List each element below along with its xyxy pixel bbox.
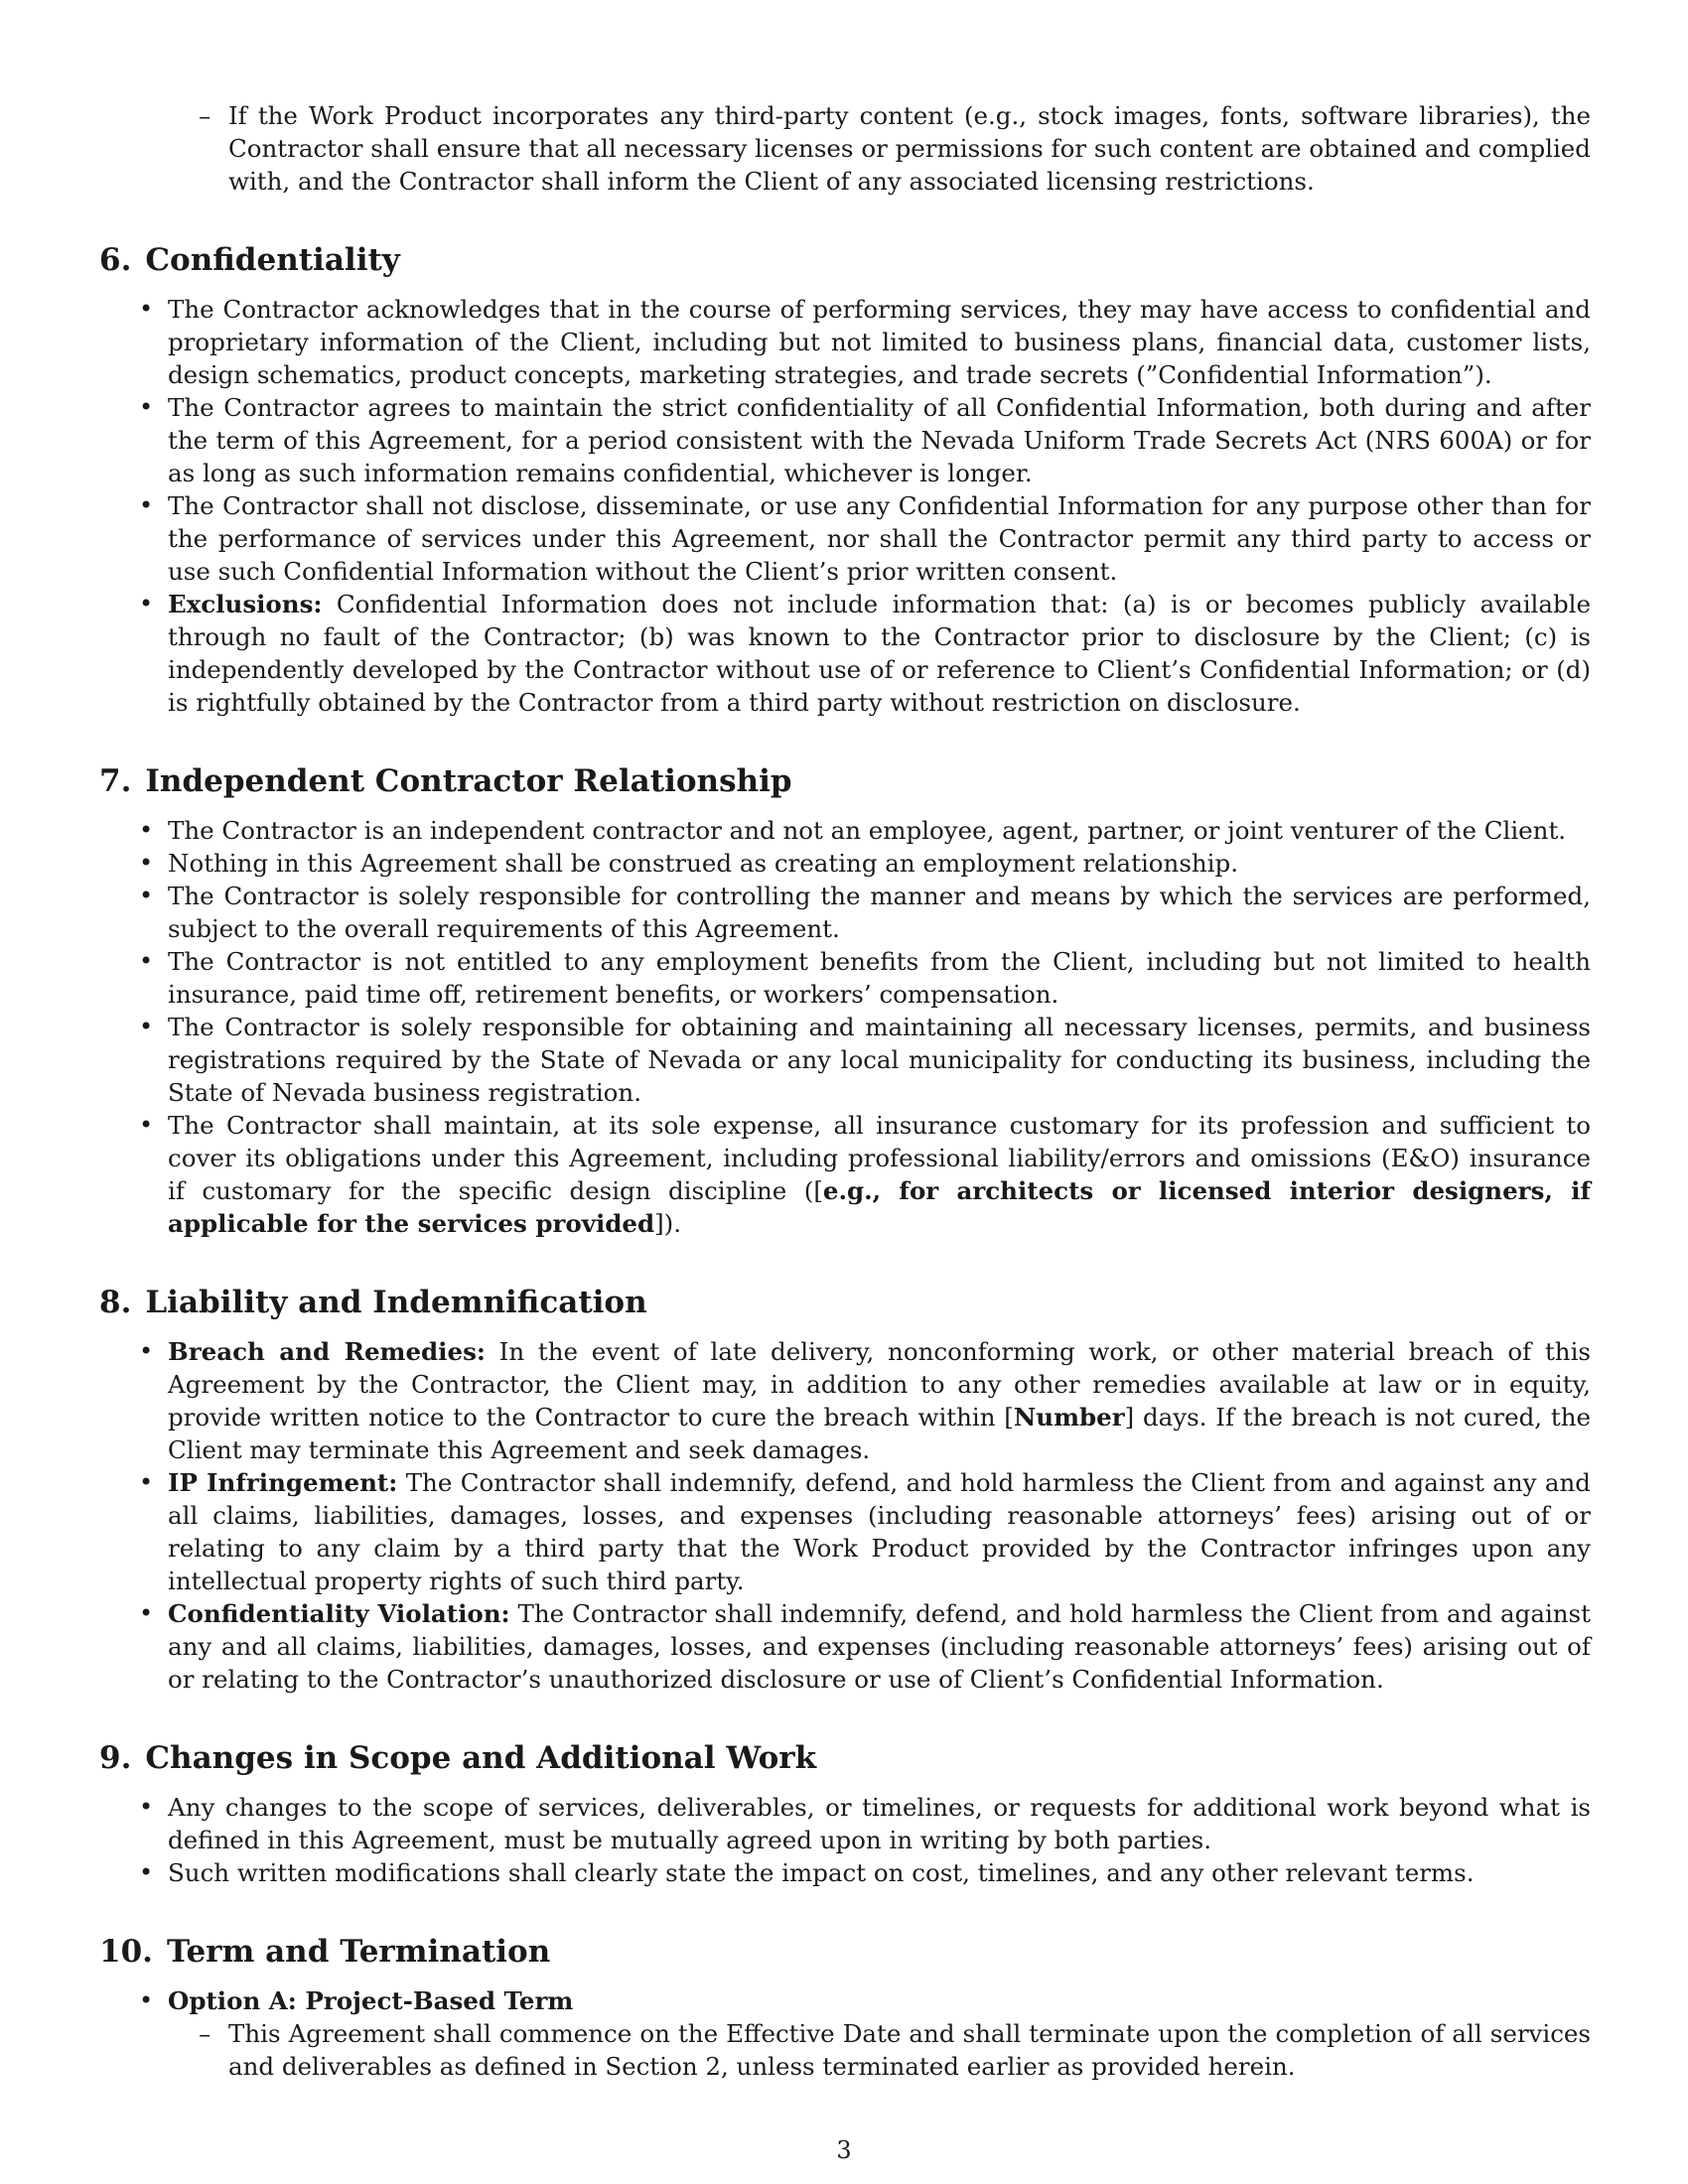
section-number: 9. bbox=[99, 1740, 132, 1776]
bullet-item bbox=[99, 293, 1591, 391]
bullet-tail: ] days. If the breach is not cured, the Client may terminate this Agreement and seek damages. bbox=[168, 1403, 1591, 1464]
bullet-text: The Contractor shall maintain, at its sole expense, all insurance customary for its profession and sufficient to cover its obligations under this Agreement, including professional liability/errors and omissions (E&O) insurance if customary for the specific design discipline ([ bbox=[168, 1111, 1591, 1205]
bullet-item bbox=[99, 1109, 1591, 1240]
sub-list-item: – This Agreement shall commence on the Effective Date and shall terminate upon the completion of all services and deliverables as defined in Section 2, unless terminated earlier as provided herein. bbox=[99, 2017, 1591, 2083]
bullet-text: In the event of late delivery, nonconforming work, or other material breach of this Agreement by the Contractor, the Client may, in addition to any other remedies available at law or in equity, provide written notice to the Contractor to cure the breach within [ bbox=[168, 1337, 1591, 1432]
bullet-item bbox=[99, 1984, 1591, 2083]
sub-list-item: – If the Work Product incorporates any third-party content (e.g., stock images, fonts, software libraries), the Contractor shall ensure that all necessary licenses or permissions for such content are obtained and complied with, and the Contractor shall inform the Client of any associated licensing restrictions. bbox=[99, 99, 1591, 198]
section-number: 8. bbox=[99, 1285, 132, 1320]
section-heading bbox=[99, 762, 1591, 800]
bullet-item bbox=[99, 588, 1591, 719]
bullet-text: Nothing in this Agreement shall be construed as creating an employment relationship. bbox=[168, 849, 1238, 878]
section-number: 10. bbox=[99, 1934, 153, 1970]
bullet-list bbox=[99, 814, 1591, 1240]
section-heading bbox=[99, 1933, 1591, 1971]
bullet-item bbox=[99, 814, 1591, 847]
bullet-list bbox=[99, 293, 1591, 719]
bullet-text: The Contractor acknowledges that in the course of performing services, they may have access to confidential and proprietary information of the Client, including but not limited to business plans, financial data, customer lists, design schematics, product concepts, marketing strategies, and trade secrets (”Confidential Information”). bbox=[168, 295, 1591, 389]
bullet-tail: ]). bbox=[654, 1209, 682, 1238]
page-content bbox=[99, 99, 1591, 2083]
sub-list bbox=[99, 2017, 1591, 2083]
section-number: 7. bbox=[99, 763, 132, 799]
bullet-text: The Contractor is solely responsible for obtaining and maintaining all necessary licenses, permits, and business registrations required by the State of Nevada or any local municipality for conducting its business, including the State of Nevada business registration. bbox=[168, 1013, 1591, 1107]
bullet-text: The Contractor is not entitled to any employment benefits from the Client, including but not limited to health insurance, paid time off, retirement benefits, or workers’ compensation. bbox=[168, 947, 1591, 1009]
bullet-item bbox=[99, 945, 1591, 1011]
bullet-text: The Contractor agrees to maintain the strict confidentiality of all Confidential Information, both during and after the term of this Agreement, for a period consistent with the Nevada Uniform Trade Secrets Act (NRS 600A) or for as long as such information remains confidential, whichever is longer. bbox=[168, 393, 1591, 487]
section-title: Changes in Scope and Additional Work bbox=[145, 1740, 817, 1776]
section-title: Confidentiality bbox=[145, 242, 400, 278]
bullet-lead: Breach and Remedies: bbox=[168, 1337, 486, 1366]
bullet-bold-text: Number bbox=[1013, 1403, 1125, 1432]
bullet-lead: IP Infringement: bbox=[168, 1468, 398, 1497]
bullet-item bbox=[99, 391, 1591, 489]
sections-container bbox=[99, 241, 1591, 2083]
bullet-item bbox=[99, 1011, 1591, 1109]
bullet-text: The Contractor is solely responsible for controlling the manner and means by which the services are performed, subject to the overall requirements of this Agreement. bbox=[168, 882, 1591, 943]
bullet-lead: Option A: Project-Based Term bbox=[168, 1986, 574, 2015]
section-title: Term and Termination bbox=[166, 1934, 551, 1970]
section-heading bbox=[99, 241, 1591, 279]
bullet-item bbox=[99, 489, 1591, 588]
bullet-item bbox=[99, 1466, 1591, 1597]
section-title: Liability and Indemnification bbox=[145, 1285, 647, 1320]
bullet-text: Any changes to the scope of services, deliverables, or timelines, or requests for additional work beyond what is defined in this Agreement, must be mutually agreed upon in writing by both parties. bbox=[168, 1793, 1591, 1854]
bullet-item bbox=[99, 880, 1591, 945]
bullet-list bbox=[99, 1984, 1591, 2083]
continued-sub-list bbox=[99, 99, 1591, 198]
section-title: Independent Contractor Relationship bbox=[145, 763, 792, 799]
bullet-text: The Contractor is an independent contractor and not an employee, agent, partner, or joint venturer of the Client. bbox=[168, 816, 1567, 845]
bullet-text: The Contractor shall indemnify, defend, and hold harmless the Client from and against any and all claims, liabilities, damages, losses, and expenses (including reasonable attorneys’ fees) arising out of or relating to any claim by a third party that the Work Product provided by the Contractor infringes upon any intellectual property rights of such third party. bbox=[168, 1468, 1591, 1595]
bullet-text: The Contractor shall indemnify, defend, and hold harmless the Client from and against any and all claims, liabilities, damages, losses, and expenses (including reasonable attorneys’ fees) arising out of or relating to the Contractor’s unauthorized disclosure or use of Client’s Confidential Information. bbox=[168, 1599, 1591, 1694]
bullet-text: The Contractor shall not disclose, disseminate, or use any Confidential Information for any purpose other than for the performance of services under this Agreement, nor shall the Contractor permit any third party to access or use such Confidential Information without the Client’s prior written consent. bbox=[168, 491, 1591, 586]
bullet-list bbox=[99, 1335, 1591, 1696]
bullet-text: Such written modifications shall clearly state the impact on cost, timelines, and any other relevant terms. bbox=[168, 1858, 1475, 1887]
bullet-item bbox=[99, 1856, 1591, 1889]
bullet-item bbox=[99, 1335, 1591, 1466]
bullet-text: Confidential Information does not include information that: (a) is or becomes publicly available through no fault of the Contractor; (b) was known to the Contractor prior to disclosure by the Client; (c) is independently developed by the Contractor without use of or reference to Client’s Confidential Information; or (d) is rightfully obtained by the Contractor from a third party without restriction on disclosure. bbox=[168, 590, 1591, 717]
section-heading bbox=[99, 1284, 1591, 1321]
bullet-lead: Confidentiality Violation: bbox=[168, 1599, 510, 1628]
bullet-list bbox=[99, 1791, 1591, 1889]
bullet-item bbox=[99, 1791, 1591, 1856]
section-heading bbox=[99, 1739, 1591, 1777]
bullet-bold-text: e.g., for architects or licensed interior designers, if applicable for the services provided bbox=[168, 1176, 1591, 1238]
bullet-item bbox=[99, 1597, 1591, 1696]
page-number: 3 bbox=[836, 2136, 852, 2164]
bullet-lead: Exclusions: bbox=[168, 590, 323, 618]
section-number: 6. bbox=[99, 242, 132, 278]
bullet-item bbox=[99, 847, 1591, 880]
